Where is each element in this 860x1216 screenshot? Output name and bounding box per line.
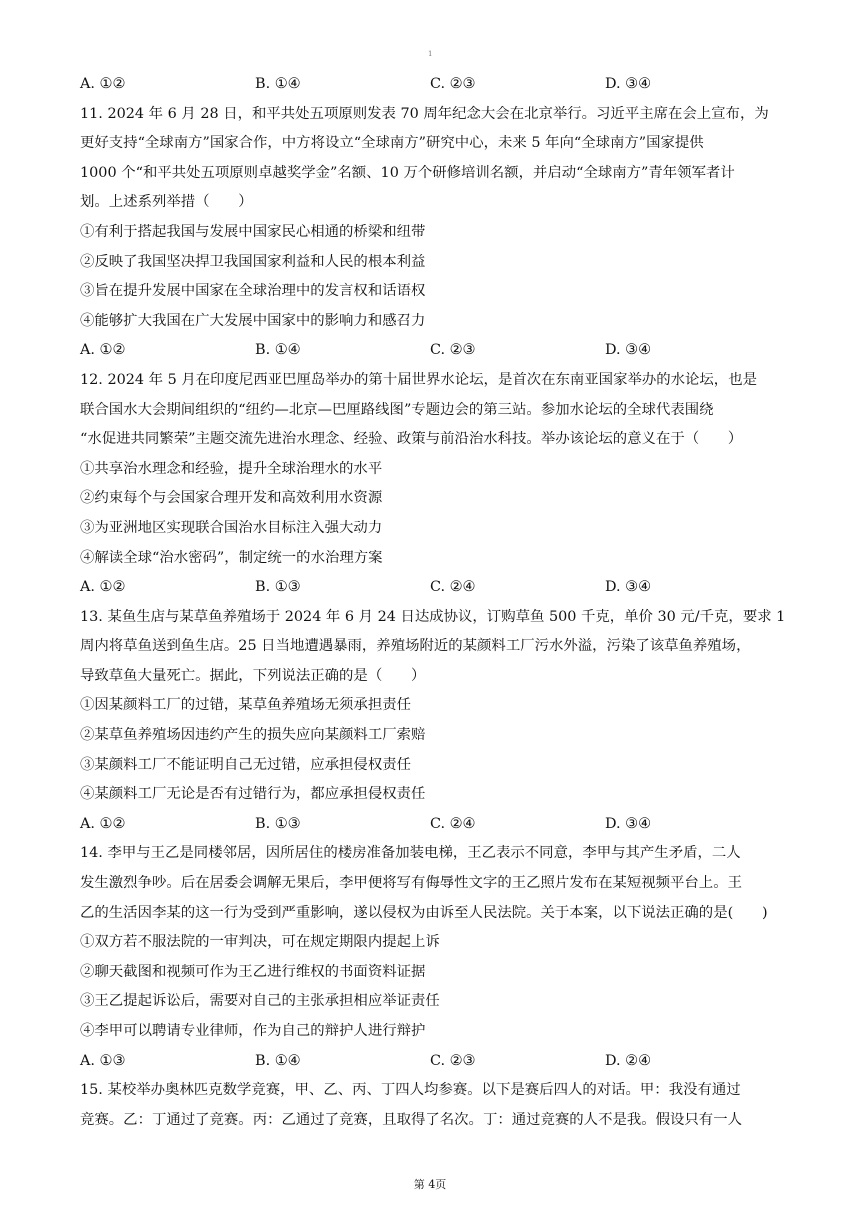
q12-option-a: A. ①② xyxy=(80,579,126,596)
q12-stem-line: 联合国水大会期间组织的“纽约—北京—巴厘路线图”专题边会的第三站。参加水论坛的全球代表围绕 xyxy=(80,401,714,418)
q14-item-1: ①双方若不服法院的一审判决，可在规定期限内提起上诉 xyxy=(80,934,440,951)
q14-item-2: ②聊天截图和视频可作为王乙进行维权的书面资料证据 xyxy=(80,963,426,980)
q11-option-c: C. ②③ xyxy=(430,342,476,359)
q10-option-b: B. ①④ xyxy=(255,76,301,92)
q11-option-d: D. ③④ xyxy=(605,342,651,359)
q12-option-b: B. ①③ xyxy=(255,579,301,596)
q11-option-a: A. ①② xyxy=(80,342,126,359)
question-13 xyxy=(80,603,786,840)
page-number: 第 4页 xyxy=(413,1178,447,1191)
q11-option-b: B. ①④ xyxy=(255,342,301,359)
q13-option-b: B. ①③ xyxy=(255,815,301,832)
header-mark: 1 xyxy=(428,50,433,58)
q13-item-2: ②某草鱼养殖场因违约产生的损失应向某颜料工厂索赔 xyxy=(80,727,426,744)
q13-item-3: ③某颜料工厂不能证明自己无过错，应承担侵权责任 xyxy=(80,756,411,773)
q12-item-2: ②约束每个与会国家合理开发和高效利用水资源 xyxy=(80,490,383,507)
q14-option-c: C. ②③ xyxy=(430,1052,476,1069)
q11-item-4: ④能够扩大我国在广大发展中国家中的影响力和感召力 xyxy=(80,312,426,329)
exam-page-content xyxy=(80,70,786,1135)
q14-stem-line: 乙的生活因李某的这一行为受到严重影响，遂以侵权为由诉至人民法院。关于本案，以下说法正确的是( ) xyxy=(80,904,768,921)
q11-item-1: ①有利于搭起我国与发展中国家民心相通的桥梁和纽带 xyxy=(80,223,426,240)
q12-item-1: ①共享治水理念和经验，提升全球治理水的水平 xyxy=(80,460,383,477)
q12-stem-line: “水促进共同繁荣”主题交流先进治水理念、经验、政策与前沿治水科技。举办该论坛的意义在于（ ） xyxy=(80,431,743,448)
q13-item-4: ④某颜料工厂无论是否有过错行为，都应承担侵权责任 xyxy=(80,786,426,803)
q14-stem-line: 14. 李甲与王乙是同楼邻居，因所居住的楼房准备加装电梯，王乙表示不同意，李甲与其产生矛盾，二人 xyxy=(80,845,741,862)
q14-option-d: D. ②④ xyxy=(605,1052,651,1069)
q10-option-d: D. ③④ xyxy=(605,76,651,92)
q13-option-d: D. ③④ xyxy=(605,815,651,832)
q14-item-4: ④李甲可以聘请专业律师，作为自己的辩护人进行辩护 xyxy=(80,1023,426,1039)
q12-item-3: ③为亚洲地区实现联合国治水目标注入强大动力 xyxy=(80,519,383,536)
q11-stem-line: 更好支持“全球南方”国家合作，中方将设立“全球南方”研究中心，未来 5 年向“全球南方”国家提供 xyxy=(80,135,704,152)
q12-option-c: C. ②④ xyxy=(430,579,476,596)
q13-item-1: ①因某颜料工厂的过错，某草鱼养殖场无须承担责任 xyxy=(80,697,411,714)
question-15 xyxy=(80,1076,780,1135)
q15-stem-line: 竞赛。乙：丁通过了竞赛。丙：乙通过了竞赛，且取得了名次。丁：通过竞赛的人不是我。假设只有一人 xyxy=(80,1111,742,1128)
q13-stem-line: 13. 某鱼生店与某草鱼养殖场于 2024 年 6 月 24 日达成协议，订购草鱼 500 千克，单价 30 元/千克，要求 1 xyxy=(80,608,786,625)
q13-option-a: A. ①② xyxy=(80,815,126,832)
q10-options xyxy=(80,70,780,100)
q11-item-3: ③旨在提升发展中国家在全球治理中的发言权和话语权 xyxy=(80,283,426,300)
q11-stem-line: 11. 2024 年 6 月 28 日，和平共处五项原则发表 70 周年纪念大会在北京举行。习近平主席在会上宣布，为 xyxy=(80,105,769,122)
q13-stem-line: 周内将草鱼送到鱼生店。25 日当地遭遇暴雨，养殖场附近的某颜料工厂污水外溢，污染了该草鱼养殖场， xyxy=(80,638,751,655)
q10-option-c: C. ②③ xyxy=(430,76,476,92)
q12-item-4: ④解读全球“治水密码”，制定统一的水治理方案 xyxy=(80,549,383,566)
q14-stem-line: 发生激烈争吵。后在居委会调解无果后，李甲便将写有侮辱性文字的王乙照片发布在某短视频平台上。王 xyxy=(80,875,742,892)
q12-option-d: D. ③④ xyxy=(605,579,651,596)
question-14 xyxy=(80,839,780,1076)
q13-options xyxy=(80,810,780,840)
q10-option-a: A. ①② xyxy=(80,76,126,92)
question-11 xyxy=(80,100,780,366)
q14-option-a: A. ①③ xyxy=(80,1052,126,1069)
q12-stem-line: 12. 2024 年 5 月在印度尼西亚巴厘岛举办的第十届世界水论坛，是首次在东南亚国家举办的水论坛，也是 xyxy=(80,371,757,388)
q13-option-c: C. ②④ xyxy=(430,815,476,832)
q13-stem-line: 导致草鱼大量死亡。据此，下列说法正确的是（ ） xyxy=(80,667,426,684)
q14-options xyxy=(80,1047,780,1077)
q14-item-3: ③王乙提起诉讼后，需要对自己的主张承担相应举证责任 xyxy=(80,993,440,1010)
q11-item-2: ②反映了我国坚决捍卫我国国家利益和人民的根本利益 xyxy=(80,253,426,270)
q12-options xyxy=(80,573,780,603)
q11-stem-line: 1000 个“和平共处五项原则卓越奖学金”名额、10 万个研修培训名额，并启动“全球南方”青年领军者计 xyxy=(80,164,735,181)
q11-options xyxy=(80,336,780,366)
q14-option-b: B. ①④ xyxy=(255,1052,301,1069)
q11-stem-line: 划。上述系列举措（ ） xyxy=(80,194,253,211)
q15-stem-line: 15. 某校举办奥林匹克数学竞赛，甲、乙、丙、丁四人均参赛。以下是赛后四人的对话。甲：我没有通过 xyxy=(80,1082,741,1099)
question-12 xyxy=(80,366,780,603)
